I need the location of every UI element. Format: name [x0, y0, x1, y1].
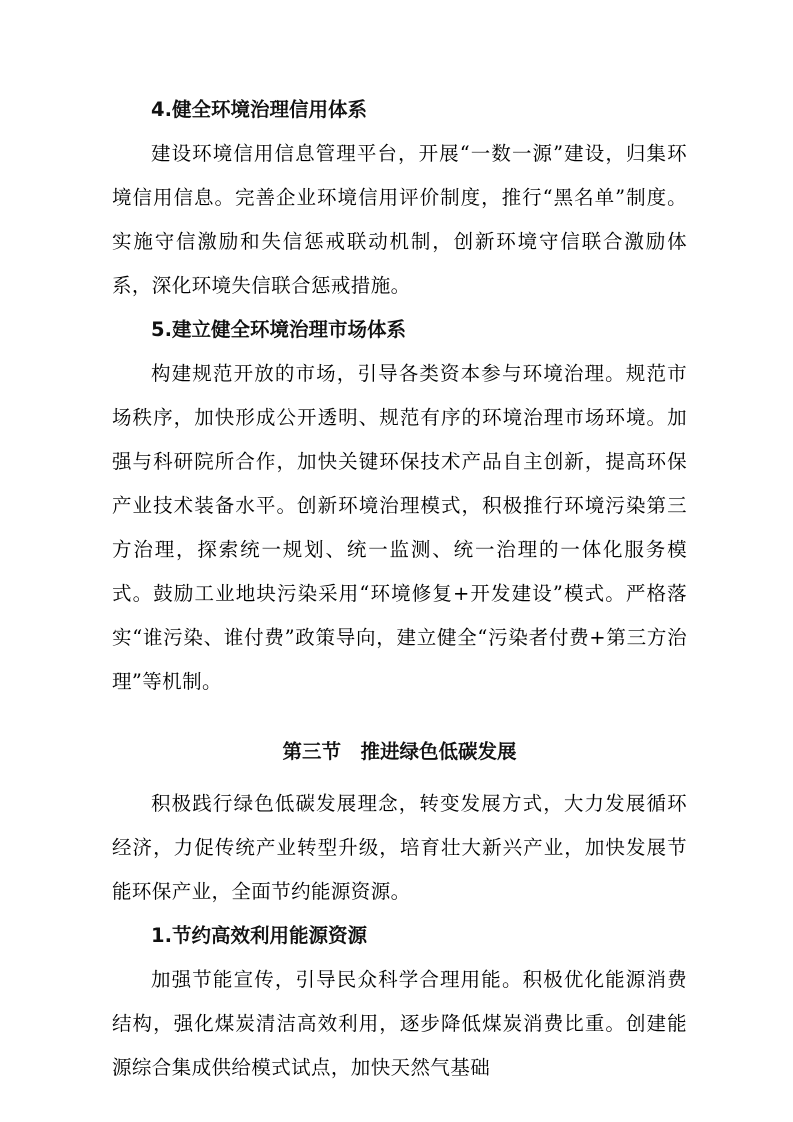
paragraph-section-intro: 积极践行绿色低碳发展理念，转变发展方式，大力发展循环经济，力促传统产业转型升级，培育壮大新兴产业，加快发展节能环保产业，全面节约能源资源。 — [112, 792, 687, 903]
document-body — [112, 88, 687, 1090]
heading-market-system: 5.建立健全环境治理市场体系 — [151, 318, 406, 341]
paragraph-energy-conservation: 加强节能宣传，引导民众科学合理用能。积极优化能源消费结构，强化煤炭清洁高效利用，逐步降低煤炭消费比重。创建能源综合集成供给模式试点，加快天然气基础 — [112, 968, 687, 1079]
paragraph-credit-system: 建设环境信用信息管理平台，开展“一数一源”建设，归集环境信用信息。完善企业环境信用评价制度，推行“黑名单”制度。实施守信激励和失信惩戒联动机制，创新环境守信联合激励体系，深化环境失信联合惩戒措施。 — [112, 142, 687, 297]
paragraph-market-system: 构建规范开放的市场，引导各类资本参与环境治理。规范市场秩序，加快形成公开透明、规范有序的环境治理市场环境。加强与科研院所合作，加快关键环保技术产品自主创新，提高环保产业技术装备水平。创新环境治理模式，积极推行环境污染第三方治理，探索统一规划、统一监测、统一治理的一体化服务模式。鼓励工业地块污染采用“环境修复+开发建设”模式。严格落实“谁污染、谁付费”政策导向，建立健全“污染者付费+第三方治理”等机制。 — [112, 362, 687, 693]
heading-health-credit-system: 4.健全环境治理信用体系 — [151, 98, 367, 121]
section-title-green-low-carbon: 第三节 推进绿色低碳发展 — [282, 740, 517, 763]
heading-energy-conservation: 1.节约高效利用能源资源 — [151, 924, 367, 947]
